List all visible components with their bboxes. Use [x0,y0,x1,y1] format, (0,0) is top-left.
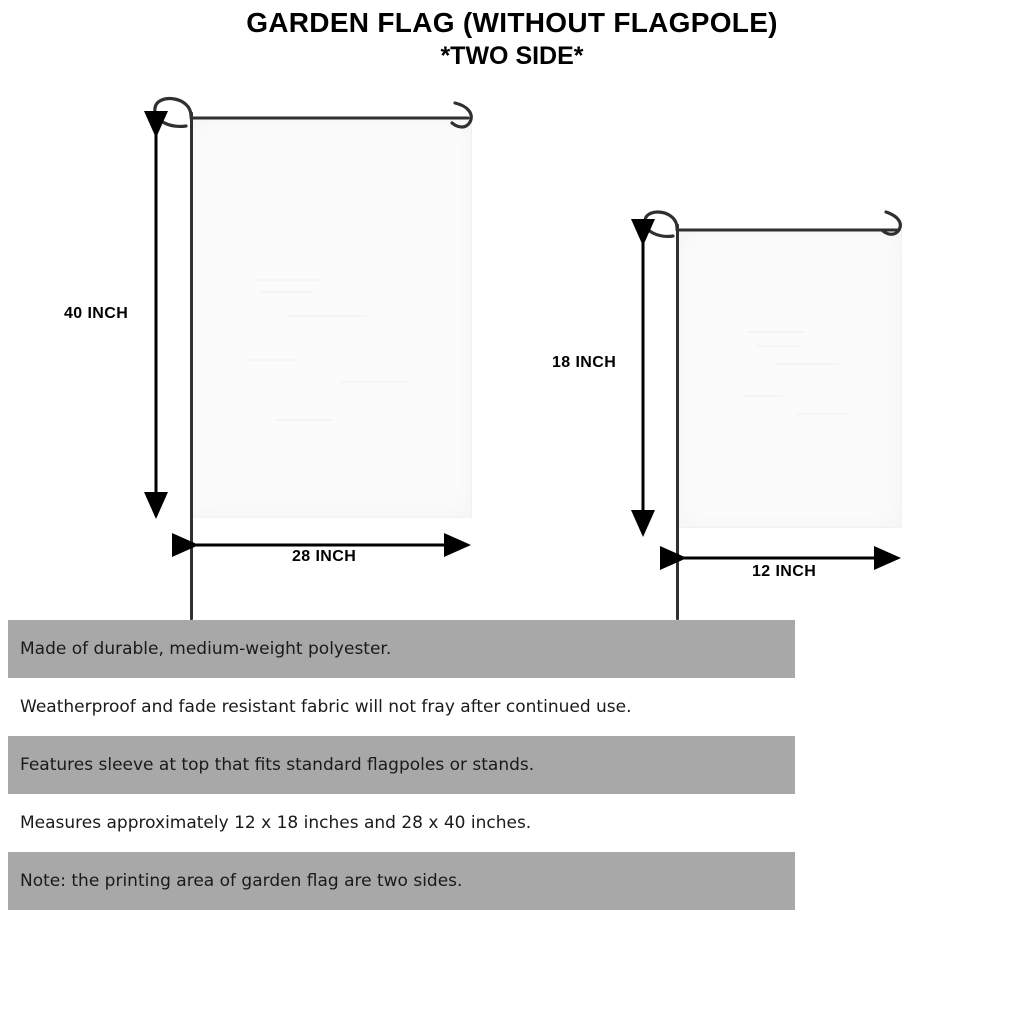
large-flag-width-label: 28 INCH [292,548,357,565]
large-flag-pole [190,112,193,620]
small-flag-width-label: 12 INCH [752,563,817,580]
small-flag-cloth [676,230,902,528]
feature-text: Weatherproof and fade resistant fabric will not fray after continued use. [20,697,632,717]
feature-text: Note: the printing area of garden flag are two sides. [20,871,463,891]
title-line-2: *TWO SIDE* [440,42,584,70]
list-item [8,852,795,910]
list-item [8,794,795,852]
list-item [8,678,795,736]
list-item [8,736,795,794]
small-flag-height-label: 18 INCH [552,354,617,371]
feature-text: Measures approximately 12 x 18 inches and 28 x 40 inches. [20,813,532,833]
page-title [0,6,1024,72]
large-flag-cloth [190,118,472,518]
large-flag-height-label: 40 INCH [64,305,129,322]
small-flag-pole [676,224,679,620]
feature-text: Made of durable, medium-weight polyester. [20,639,392,659]
list-item [8,620,795,678]
feature-text: Features sleeve at top that fits standard flagpoles or stands. [20,755,535,775]
title-line-1: GARDEN FLAG (WITHOUT FLAGPOLE) [246,7,778,38]
feature-list [8,620,795,910]
large-flag-left-hook [155,99,191,127]
small-flag-left-hook [645,212,677,236]
